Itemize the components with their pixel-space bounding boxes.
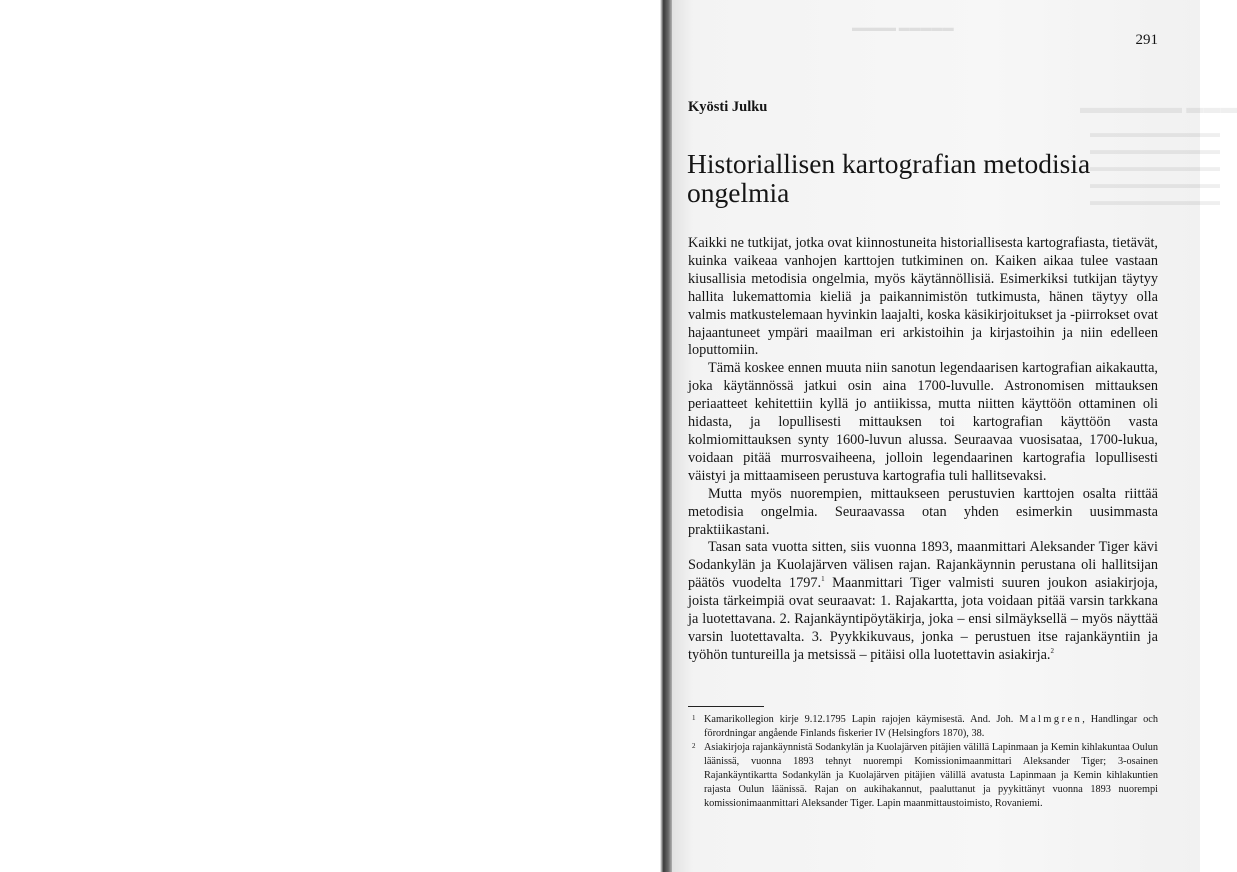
paragraph-text: Maanmittari Tiger valmisti suuren joukon asiakirjoja, joista tärkeimpiä ovat seuraavat: 1. Rajakartta, jota voidaan pitää varsin tarkkana ja luotettavana. 2. Rajankäyntipöytäkirja, joka – ensi silmäyksellä – myös näyttää varsin luotettavalta. 3. Pyykkikuvaus, jonka – perustuen itse rajankäyntiin ja työhön tuntureilla ja metsissä – pitäisi olla luotettavin asiakirja.: [688, 575, 1158, 663]
bleed-through-text: ▬▬▬▬ ▬▬▬▬▬: [852, 22, 954, 34]
footnote: [688, 741, 1158, 811]
article-body: [688, 235, 1158, 665]
footnote-reference[interactable]: 2: [1050, 646, 1055, 655]
footnote-text: Kamarikollegion kirje 9.12.1795 Lapin rajojen käymisestä. And. Joh.: [704, 714, 1020, 725]
bleed-through-text: ▬▬▬▬▬▬ ▬▬▬: [1080, 98, 1237, 117]
paragraph: Mutta myös nuorempien, mittaukseen perustuvien karttojen osalta riittää metodisia ongelmia. Seuraavassa otan yhden esimerkin uusimmasta praktiikastani.: [688, 485, 1158, 538]
footnote-text: Asiakirjoja rajankäynnistä Sodankylän ja Kuolajärven pitäjien välillä Lapinmaan ja Kemin kihlakuntaa Oulun läänissä, vuonna 1893 tehnyt nuorempi Komissionimaanmittari Aleksander Tiger; 3-osainen Rajankäyntikartta Sodankylän ja Kuolajärven pitäjien välillä avatusta Lapinmaan ja Kemin kihlakuntien rajasta Oulun läänissä. Rajan on aukihakannut, paaluttanut ja pyykittänyt vuonna 1893 nuorempi komissionimaanmittari Aleksander Tiger. Lapin maanmittaustoimisto, Rovaniemi.: [704, 742, 1158, 809]
paragraph: Kaikki ne tutkijat, jotka ovat kiinnostuneita historiallisesta kartografiasta, tietävät, kuinka vaikeaa vanhojen karttojen tutkiminen on. Kaiken aikaa tulee vastaan kiusallisia metodisia ongelmia, myös käytännöllisiä. Esimerkiksi tutkijan täytyy hallita lukemattomia kieliä ja paikannimistön tutkimusta, hänen täytyy olla valmis matkustelemaan hyvinkin laajalti, koska käsikirjoitukset ja -piirrokset ovat hajaantuneet ympäri maailman eri arkistoihin ja kirjastoihin ja niin edelleen loputtomiin.: [688, 235, 1158, 359]
footnote-number: 2: [692, 742, 696, 750]
article-title: Historiallisen kartografian metodisia ongelmia: [687, 148, 1091, 208]
footnote-reference[interactable]: 1: [821, 575, 825, 584]
footnote-text: , Handlingar och förordningar angående Finlands fiskerier IV (Helsingfors 1870), 38.: [704, 714, 1158, 739]
paragraph-text: Tasan sata vuotta sitten, siis vuonna 1893, maanmittari Aleksander Tiger kävi Sodankylän ja Kuolajärven välisen rajan. Rajankäynnin perustana oli hallitsijan päätös vuodelta 1797.: [688, 539, 1158, 592]
paragraph: [688, 539, 1158, 664]
footnote-author-name: Malmgren: [1019, 714, 1083, 725]
page-number: 291: [1135, 32, 1158, 48]
footnotes: [688, 713, 1158, 811]
bleed-through-text: ▬▬▬▬▬▬▬▬▬▬ ▬▬▬▬▬▬▬▬▬▬ ▬▬▬▬▬▬▬▬▬▬ ▬▬▬▬▬▬▬▬▬▬ ▬▬▬▬▬▬▬▬▬▬: [1090, 125, 1220, 208]
footnote: [688, 713, 1158, 741]
footnote-divider: [688, 706, 764, 707]
author-name: Kyösti Julku: [688, 99, 768, 115]
right-page: [672, 0, 1237, 872]
paragraph: Tämä koskee ennen muuta niin sanotun legendaarisen kartografian aikakautta, joka käytännössä jatkui osin aina 1700-luvulle. Astronomisen mittauksen periaatteet kehitettiin kyllä jo antiikissa, mutta niitten käyttöön ottaminen oli hidasta, ja lopullisesti mittauksen toi kartografian käyttöön vasta kolmiomittauksen synty 1600-luvun alussa. Seuraavaa vuosisataa, 1700-lukua, voidaan pitää murrosvaiheena, jolloin legendaarinen kartografia lopullisesti väistyi ja mittaamiseen perustuva kartografia tuli hallitsevaksi.: [688, 360, 1158, 484]
footnote-number: 1: [692, 714, 696, 722]
